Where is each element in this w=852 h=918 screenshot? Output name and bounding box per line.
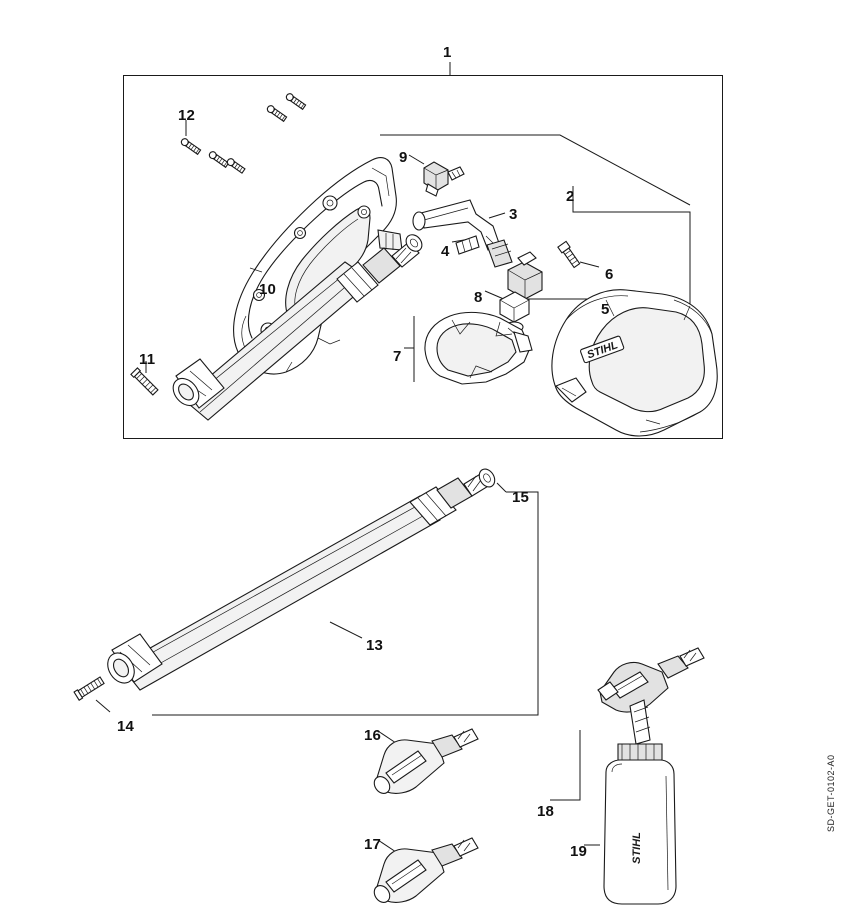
callout-19: 19 bbox=[570, 843, 588, 860]
callout-11: 11 bbox=[139, 351, 156, 368]
callout-14: 14 bbox=[117, 718, 135, 735]
callout-10: 10 bbox=[259, 281, 277, 298]
callout-16: 16 bbox=[364, 727, 382, 744]
callout-13: 13 bbox=[366, 637, 384, 654]
callout-8: 8 bbox=[474, 289, 483, 306]
callout-2: 2 bbox=[566, 188, 575, 205]
callout-7: 7 bbox=[393, 348, 402, 365]
svg-text:STIHL: STIHL bbox=[585, 339, 620, 362]
callout-9: 9 bbox=[399, 149, 408, 166]
callout-15: 15 bbox=[512, 489, 530, 506]
callout-1: 1 bbox=[443, 44, 452, 61]
svg-text:STIHL: STIHL bbox=[631, 832, 643, 864]
callout-3: 3 bbox=[509, 206, 518, 223]
callout-6: 6 bbox=[605, 266, 614, 283]
callout-17: 17 bbox=[364, 836, 382, 853]
callout-5: 5 bbox=[601, 301, 610, 318]
callout-4: 4 bbox=[441, 243, 450, 260]
document-id: SD-GET-0102-A0 bbox=[826, 754, 836, 832]
callout-12: 12 bbox=[178, 107, 196, 124]
callout-18: 18 bbox=[537, 803, 555, 820]
